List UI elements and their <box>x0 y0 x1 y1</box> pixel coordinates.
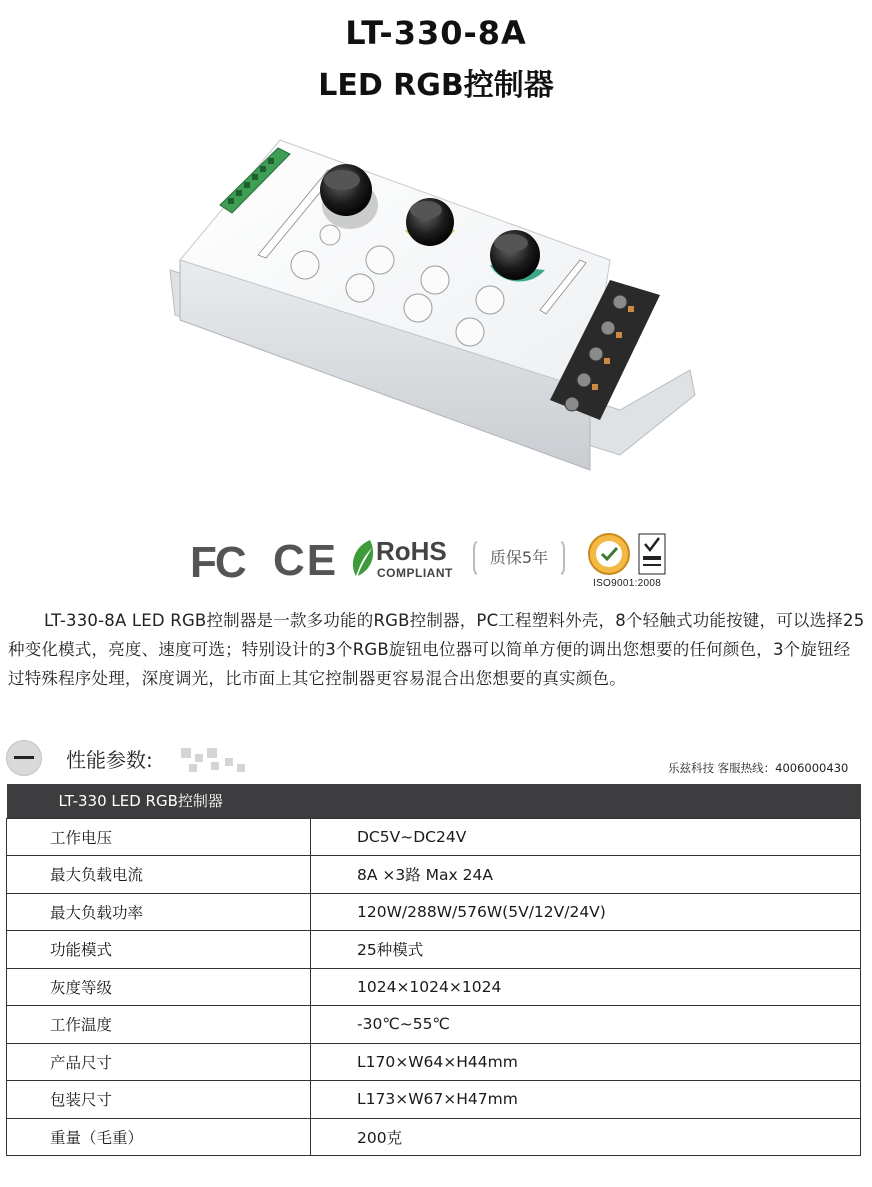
table-header: LT-330 LED RGB控制器 <box>7 784 861 818</box>
spec-label: 重量（毛重） <box>7 1118 311 1156</box>
spec-table <box>6 784 861 1156</box>
spec-label: 功能模式 <box>7 931 311 969</box>
spec-value: DC5V~DC24V <box>311 818 861 856</box>
section-heading <box>6 738 306 778</box>
table-row <box>7 893 861 931</box>
spec-value: L173×W67×H47mm <box>311 1081 861 1119</box>
section-dash-icon <box>14 756 34 759</box>
spec-label: 包装尺寸 <box>7 1081 311 1119</box>
spec-value: L170×W64×H44mm <box>311 1043 861 1081</box>
table-row <box>7 1118 861 1156</box>
product-title: LED RGB控制器 <box>318 68 554 103</box>
table-row <box>7 1006 861 1044</box>
spec-value: 200克 <box>311 1118 861 1156</box>
certifications-row <box>185 530 685 590</box>
spec-value: 8A ×3路 Max 24A <box>311 856 861 894</box>
mosaic-decoration-icon <box>181 748 251 774</box>
hotline-text: 乐兹科技 客服热线：4006000430 <box>668 761 849 775</box>
spec-value: 120W/288W/576W(5V/12V/24V) <box>311 893 861 931</box>
table-row <box>7 931 861 969</box>
product-image <box>150 110 730 515</box>
table-header-row <box>7 784 861 818</box>
spec-label: 工作电压 <box>7 818 311 856</box>
model-title: LT-330-8A <box>345 14 527 52</box>
ce-logo: CE <box>273 536 339 585</box>
spec-label: 产品尺寸 <box>7 1043 311 1081</box>
section-title: 性能参数: <box>66 748 153 772</box>
warranty-badge: 质保5年 <box>473 538 565 578</box>
product-description: LT-330-8A LED RGB控制器是一款多功能的RGB控制器，PC工程塑料外壳，8个轻触式功能按键，可以选择25种变化模式，亮度、速度可选；特别设计的3个RGB旋钮电位器可以简单方便的调出您想要的任何颜色，3个旋钮经过特殊程序处理，深度调光，比市面上其它控制器更容易混合出您想要的真实颜色。 <box>8 611 865 688</box>
table-row <box>7 818 861 856</box>
spec-label: 最大负载电流 <box>7 856 311 894</box>
spec-label: 工作温度 <box>7 1006 311 1044</box>
table-row <box>7 1043 861 1081</box>
spec-label: 灰度等级 <box>7 968 311 1006</box>
table-row <box>7 968 861 1006</box>
leaf-icon <box>350 538 376 578</box>
spec-value: -30℃~55℃ <box>311 1006 861 1044</box>
spec-value: 1024×1024×1024 <box>311 968 861 1006</box>
rohs-logo: RoHS COMPLIANT <box>350 534 455 584</box>
iso-logo: ISO9001:2008 <box>587 532 677 590</box>
spec-value: 25种模式 <box>311 931 861 969</box>
table-row <box>7 856 861 894</box>
sgs-seal-icon <box>587 532 677 578</box>
spec-label: 最大负载功率 <box>7 893 311 931</box>
fcc-logo: FC <box>190 538 245 587</box>
table-row <box>7 1081 861 1119</box>
